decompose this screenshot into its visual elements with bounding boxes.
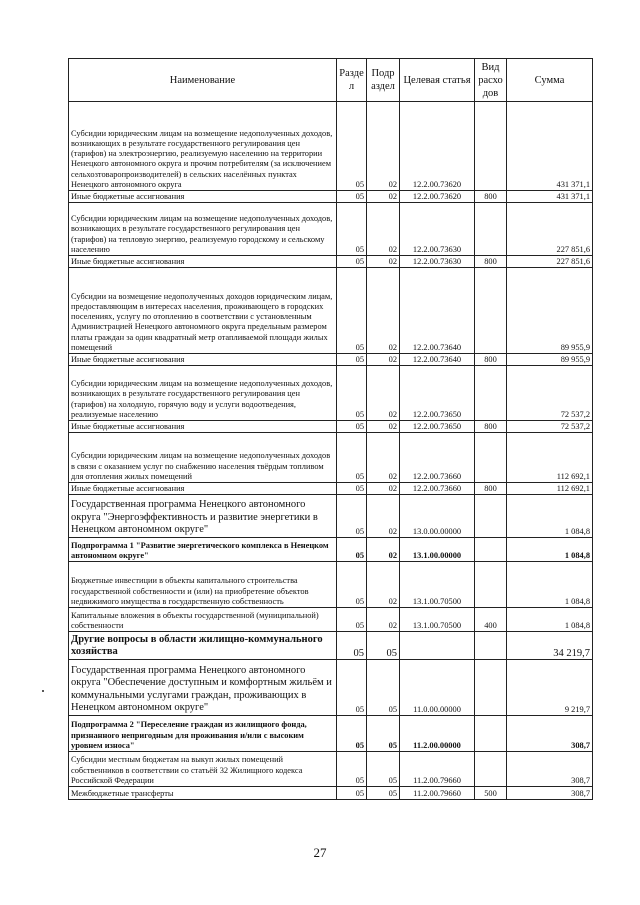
row-summa: 308,7 [507, 716, 593, 752]
row-summa: 1 084,8 [507, 495, 593, 538]
row-podrazdel: 02 [367, 256, 400, 268]
row-name: Субсидии юридическим лицам на возмещение недополученных доходов, возникающих в результате государственного регулирования цен (тарифов) на электроэнергию, реализуемую населению на территории Ненецкого автономного округа и прочим потребителям (за исключением сельхозтоваропроизводителей) в сельских населённых пунктах Ненецкого автономного округа [69, 102, 337, 191]
row-celevaya: 12.2.00.73620 [400, 191, 475, 203]
row-razdel: 05 [337, 366, 367, 421]
row-razdel: 05 [337, 562, 367, 608]
table-row [69, 562, 593, 608]
row-vid [475, 632, 507, 660]
row-vid [475, 716, 507, 752]
header-name: Наименование [69, 59, 337, 102]
row-summa: 431 371,1 [507, 191, 593, 203]
row-summa: 1 084,8 [507, 538, 593, 562]
row-vid: 800 [475, 421, 507, 433]
row-name: Субсидии юридическим лицам на возмещение недополученных доходов, возникающих в результате государственного регулирования цен (тарифов) на холодную, горячую воду и услуги водоотведения, реализуемые населению [69, 366, 337, 421]
row-podrazdel: 05 [367, 716, 400, 752]
table-row [69, 716, 593, 752]
row-name: Субсидии на возмещение недополученных доходов юридическим лицам, предоставляющим в интересах населения, проживающего в городских поселениях, услугу по отоплению в соответствии с установленным Администрацией Ненецкого автономного округа предельным размером платы граждан за один квадратный метр отапливаемой площади жилых помещений [69, 268, 337, 354]
table-row [69, 433, 593, 483]
table-row [69, 203, 593, 256]
row-celevaya: 11.2.00.79660 [400, 787, 475, 800]
row-name: Субсидии местным бюджетам на выкуп жилых помещений собственников в соответствии со статьёй 32 Жилищного кодекса Российской Федерации [69, 752, 337, 787]
row-razdel: 05 [337, 716, 367, 752]
table-row [69, 421, 593, 433]
row-razdel: 05 [337, 256, 367, 268]
row-podrazdel: 02 [367, 366, 400, 421]
margin-mark [42, 690, 44, 692]
row-podrazdel: 05 [367, 787, 400, 800]
row-celevaya: 12.2.00.73630 [400, 203, 475, 256]
table-row [69, 256, 593, 268]
row-celevaya: 12.2.00.73640 [400, 354, 475, 366]
row-razdel: 05 [337, 495, 367, 538]
row-vid [475, 366, 507, 421]
row-podrazdel: 02 [367, 268, 400, 354]
table-row [69, 268, 593, 354]
row-razdel: 05 [337, 632, 367, 660]
row-razdel: 05 [337, 421, 367, 433]
row-summa: 1 084,8 [507, 562, 593, 608]
row-name: Иные бюджетные ассигнования [69, 483, 337, 495]
row-podrazdel: 05 [367, 660, 400, 716]
row-razdel: 05 [337, 538, 367, 562]
row-razdel: 05 [337, 608, 367, 632]
row-celevaya: 13.1.00.00000 [400, 538, 475, 562]
row-summa: 9 219,7 [507, 660, 593, 716]
row-name: Подпрограмма 1 "Развитие энергетического комплекса в Ненецком автономном округе" [69, 538, 337, 562]
row-celevaya: 13.1.00.70500 [400, 562, 475, 608]
row-celevaya: 11.2.00.79660 [400, 752, 475, 787]
table-header-row [69, 59, 593, 102]
table-row [69, 366, 593, 421]
row-summa: 112 692,1 [507, 483, 593, 495]
row-podrazdel: 02 [367, 433, 400, 483]
row-vid: 400 [475, 608, 507, 632]
row-vid [475, 752, 507, 787]
row-summa: 112 692,1 [507, 433, 593, 483]
row-summa: 1 084,8 [507, 608, 593, 632]
table-row [69, 495, 593, 538]
row-name: Иные бюджетные ассигнования [69, 354, 337, 366]
table-row [69, 354, 593, 366]
row-summa: 72 537,2 [507, 366, 593, 421]
row-celevaya: 13.0.00.00000 [400, 495, 475, 538]
budget-table [68, 58, 593, 800]
row-podrazdel: 02 [367, 421, 400, 433]
row-summa: 34 219,7 [507, 632, 593, 660]
row-podrazdel: 02 [367, 495, 400, 538]
row-podrazdel: 02 [367, 203, 400, 256]
row-vid [475, 495, 507, 538]
row-celevaya: 12.2.00.73660 [400, 433, 475, 483]
row-razdel: 05 [337, 752, 367, 787]
row-name: Иные бюджетные ассигнования [69, 256, 337, 268]
row-razdel: 05 [337, 660, 367, 716]
row-celevaya: 11.2.00.00000 [400, 716, 475, 752]
row-vid [475, 538, 507, 562]
row-summa: 308,7 [507, 787, 593, 800]
header-celevaya: Целевая статья [400, 59, 475, 102]
row-vid [475, 203, 507, 256]
row-razdel: 05 [337, 483, 367, 495]
row-vid: 500 [475, 787, 507, 800]
row-name: Другие вопросы в области жилищно-коммунального хозяйства [69, 632, 337, 660]
row-podrazdel: 02 [367, 354, 400, 366]
row-razdel: 05 [337, 268, 367, 354]
table-row [69, 191, 593, 203]
row-vid [475, 102, 507, 191]
row-celevaya: 12.2.00.73620 [400, 102, 475, 191]
row-razdel: 05 [337, 203, 367, 256]
header-summa: Сумма [507, 59, 593, 102]
row-celevaya [400, 632, 475, 660]
row-podrazdel: 02 [367, 483, 400, 495]
row-summa: 89 955,9 [507, 268, 593, 354]
row-summa: 227 851,6 [507, 256, 593, 268]
row-razdel: 05 [337, 191, 367, 203]
row-name: Межбюджетные трансферты [69, 787, 337, 800]
row-vid: 800 [475, 256, 507, 268]
row-vid [475, 268, 507, 354]
row-vid [475, 562, 507, 608]
table-row [69, 787, 593, 800]
row-name: Капитальные вложения в объекты государственной (муниципальной) собственности [69, 608, 337, 632]
table-row [69, 632, 593, 660]
row-podrazdel: 02 [367, 102, 400, 191]
row-celevaya: 13.1.00.70500 [400, 608, 475, 632]
row-podrazdel: 05 [367, 632, 400, 660]
row-vid: 800 [475, 483, 507, 495]
row-celevaya: 12.2.00.73640 [400, 268, 475, 354]
row-vid [475, 660, 507, 716]
row-name: Субсидии юридическим лицам на возмещение недополученных доходов, возникающих в результате государственного регулирования цен (тарифов) на тепловую энергию, реализуемую городскому и сельскому населению [69, 203, 337, 256]
row-celevaya: 12.2.00.73650 [400, 421, 475, 433]
row-summa: 227 851,6 [507, 203, 593, 256]
table-row [69, 538, 593, 562]
row-summa: 72 537,2 [507, 421, 593, 433]
row-summa: 89 955,9 [507, 354, 593, 366]
row-name: Государственная программа Ненецкого автономного округа "Обеспечение доступным и комфортным жильём и коммунальными услугами граждан, проживающих в Ненецком автономном округе" [69, 660, 337, 716]
page-number: 27 [313, 845, 327, 860]
row-razdel: 05 [337, 787, 367, 800]
row-razdel: 05 [337, 433, 367, 483]
row-vid: 800 [475, 354, 507, 366]
row-celevaya: 12.2.00.73660 [400, 483, 475, 495]
row-summa: 431 371,1 [507, 102, 593, 191]
row-vid [475, 433, 507, 483]
row-celevaya: 11.0.00.00000 [400, 660, 475, 716]
row-podrazdel: 02 [367, 191, 400, 203]
row-razdel: 05 [337, 102, 367, 191]
row-name: Бюджетные инвестиции в объекты капитального строительства государственной собственности и (или) на приобретение объектов недвижимого имущества в государственную собственность [69, 562, 337, 608]
row-podrazdel: 02 [367, 538, 400, 562]
row-podrazdel: 02 [367, 608, 400, 632]
row-summa: 308,7 [507, 752, 593, 787]
header-vid: Вид расхо дов [475, 59, 507, 102]
row-name: Иные бюджетные ассигнования [69, 191, 337, 203]
row-razdel: 05 [337, 354, 367, 366]
row-name: Подпрограмма 2 "Переселение граждан из жилищного фонда, признанного непригодным для проживания и/или с высоким уровнем износа" [69, 716, 337, 752]
row-vid: 800 [475, 191, 507, 203]
table-row [69, 660, 593, 716]
row-name: Иные бюджетные ассигнования [69, 421, 337, 433]
header-razdel: Разде л [337, 59, 367, 102]
table-row [69, 102, 593, 191]
table-row [69, 752, 593, 787]
row-celevaya: 12.2.00.73650 [400, 366, 475, 421]
table-row [69, 483, 593, 495]
row-podrazdel: 05 [367, 752, 400, 787]
table-row [69, 608, 593, 632]
row-name: Государственная программа Ненецкого автономного округа "Энергоэффективность и развитие энергетики в Ненецком автономном округе" [69, 495, 337, 538]
row-celevaya: 12.2.00.73630 [400, 256, 475, 268]
row-name: Субсидии юридическим лицам на возмещение недополученных доходов в связи с оказанием услуг по снабжению населения твёрдым топливом для отопления жилых помещений [69, 433, 337, 483]
row-podrazdel: 02 [367, 562, 400, 608]
header-podrazdel: Подр аздел [367, 59, 400, 102]
